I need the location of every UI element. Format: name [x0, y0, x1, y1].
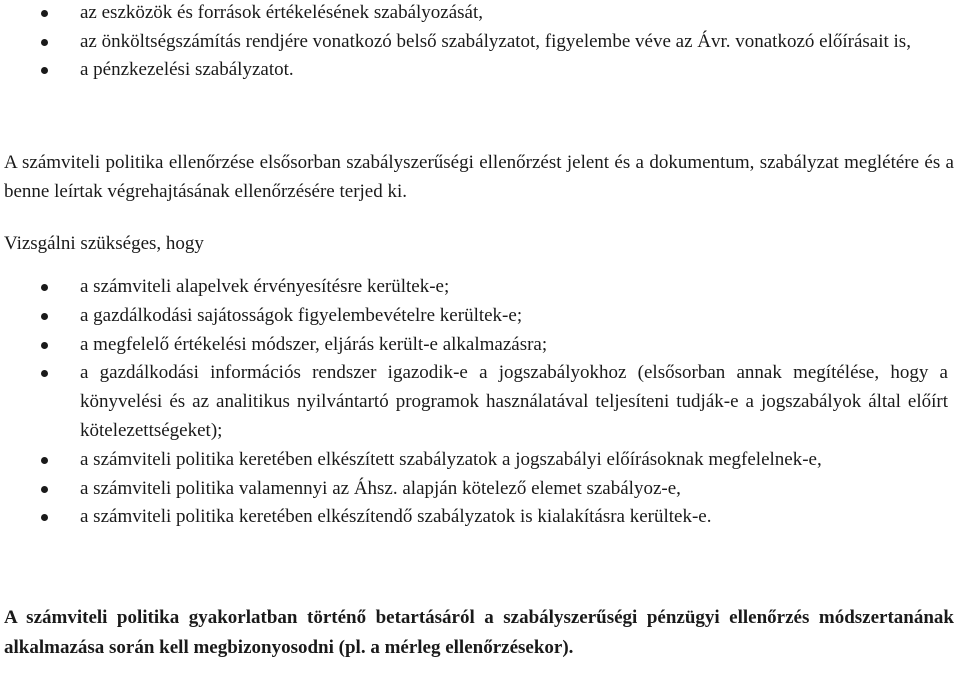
bullet-icon	[41, 486, 48, 493]
list-item-text: a pénzkezelési szabályzatot.	[80, 59, 294, 80]
bullet-icon	[41, 10, 48, 17]
bullet-list-regulations	[0, 0, 954, 85]
list-item	[0, 0, 954, 28]
list-item	[0, 302, 954, 331]
bullet-icon	[41, 67, 48, 74]
bullet-icon	[41, 514, 48, 521]
list-item-text: a gazdálkodási sajátosságok figyelembevételre kerültek-e;	[80, 304, 523, 326]
list-item	[0, 475, 954, 504]
bullet-icon	[41, 284, 48, 291]
paragraph-examine-intro: Vizsgálni szükséges, hogy	[4, 233, 204, 254]
list-item	[0, 273, 954, 302]
bullet-icon	[41, 342, 48, 349]
list-item	[0, 446, 954, 475]
list-item	[0, 331, 954, 360]
list-item-text: a számviteli politika keretében elkészített szabályzatok a jogszabályi előírásoknak megfelelnek-e,	[80, 448, 822, 470]
bullet-icon	[41, 370, 48, 377]
paragraph-policy-check: A számviteli politika ellenőrzése elsősorban szabályszerűségi ellenőrzést jelent és a dokumentum, szabályzat meglétére és a benne leírtak végrehajtásának ellenőrzésére terjed ki.	[4, 152, 954, 202]
paragraph-practice-verification: A számviteli politika gyakorlatban történő betartásáról a szabályszerűségi pénzügyi ellenőrzés módszertanának alkalmazása során kell megbizonyosodni (pl. a mérleg ellenőrzésekor).	[4, 607, 954, 658]
bullet-icon	[41, 457, 48, 464]
list-item-text: a számviteli politika valamennyi az Áhsz. alapján kötelező elemet szabályoz-e,	[80, 477, 681, 499]
bullet-icon	[41, 313, 48, 320]
bullet-icon	[41, 39, 48, 46]
list-item	[0, 359, 954, 445]
list-item-text: a számviteli politika keretében elkészítendő szabályzatok is kialakításra kerültek-e.	[80, 506, 712, 528]
list-item-text: a gazdálkodási információs rendszer igazodik-e a jogszabályokhoz (elsősorban annak megítélése, hogy a könyvelési és az analitikus nyilvántartó programok használatával teljesíteni tudják-e a jogszabályok által előírt kötelezettségeket);	[80, 362, 948, 441]
list-item	[0, 28, 954, 57]
list-item	[0, 503, 954, 532]
list-item-text: a megfelelő értékelési módszer, eljárás került-e alkalmazásra;	[80, 333, 548, 355]
list-item-text: az önköltségszámítás rendjére vonatkozó belső szabályzatot, figyelembe véve az Ávr. vonatkozó előírásait is,	[80, 30, 911, 52]
bullet-list-checks	[0, 273, 954, 532]
list-item	[0, 56, 954, 85]
list-item-text: a számviteli alapelvek érvényesítésre kerültek-e;	[80, 276, 450, 297]
list-item-text: az eszközök és források értékelésének szabályozását,	[80, 2, 484, 23]
